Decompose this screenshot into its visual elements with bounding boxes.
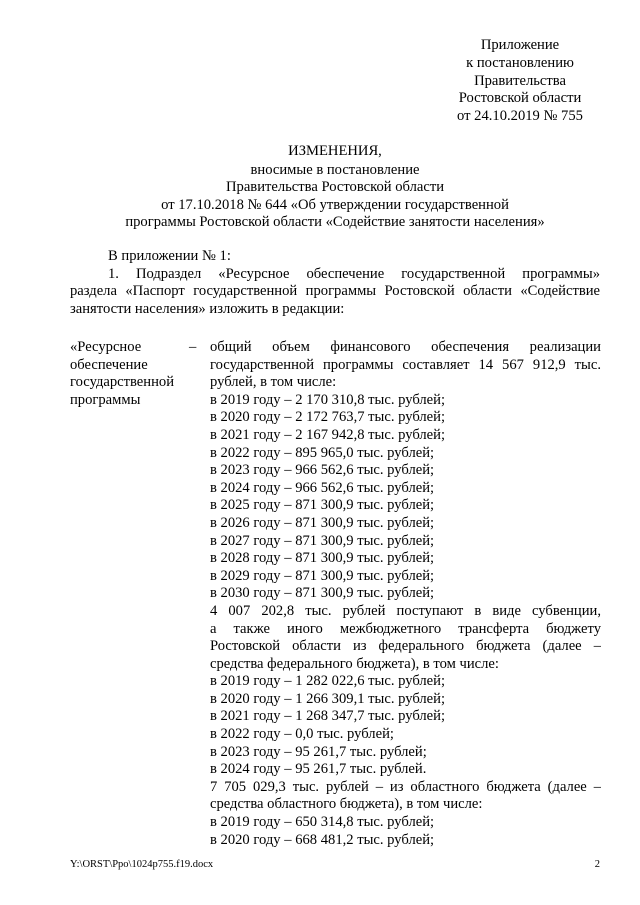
passport-content-line: 7 705 029,3 тыс. рублей – из областного бюджета (далее – bbox=[210, 778, 601, 795]
title-heading: ИЗМЕНЕНИЯ, bbox=[288, 143, 382, 159]
title-line: от 17.10.2018 № 644 «Об утверждении государственной bbox=[161, 196, 509, 213]
passport-content-line: в 2023 году – 966 562,6 тыс. рублей; bbox=[210, 462, 435, 479]
title-line: программы Ростовской области «Содействие занятости населения» bbox=[125, 214, 545, 231]
passport-label-line: «Ресурсное bbox=[70, 339, 142, 355]
passport-content-line: в 2028 году – 871 300,9 тыс. рублей; bbox=[210, 550, 435, 567]
passport-content-line: Ростовской области из федерального бюджета (далее – bbox=[210, 638, 601, 655]
appendix-line: Правительства bbox=[474, 72, 566, 89]
passport-label-line: программы bbox=[70, 391, 141, 408]
passport-label bbox=[70, 339, 188, 409]
title-line: вносимые в постановление bbox=[250, 161, 420, 178]
passport-content-line: в 2020 году – 2 172 763,7 тыс. рублей; bbox=[210, 409, 446, 426]
passport-content-line: в 2021 году – 1 268 347,7 тыс. рублей; bbox=[210, 708, 446, 725]
page-footer bbox=[70, 858, 600, 872]
file-path: Y:\ORST\Ppo\1024p755.f19.docx bbox=[70, 859, 214, 870]
passport-content-line: в 2025 году – 871 300,9 тыс. рублей; bbox=[210, 497, 435, 514]
intro-section bbox=[70, 248, 600, 318]
document-title bbox=[70, 143, 600, 232]
passport-content-line: в 2026 году – 871 300,9 тыс. рублей; bbox=[210, 514, 435, 531]
intro-paragraph-1: В приложении № 1: bbox=[108, 248, 231, 264]
intro-paragraph-2-line: 1. Подраздел «Ресурсное обеспечение государственной программы» bbox=[108, 265, 600, 282]
passport-content-line: в 2020 году – 1 266 309,1 тыс. рублей; bbox=[210, 690, 446, 707]
passport-content-line: 4 007 202,8 тыс. рублей поступают в виде субвенции, bbox=[210, 602, 601, 619]
passport-content-line: в 2023 году – 95 261,7 тыс. рублей; bbox=[210, 743, 427, 760]
appendix-line: к постановлению bbox=[466, 54, 574, 71]
passport-content-line: в 2020 году – 668 481,2 тыс. рублей; bbox=[210, 831, 435, 848]
passport-content-line: а также иного межбюджетного трансферта бюджету bbox=[210, 620, 601, 637]
appendix-line: от 24.10.2019 № 755 bbox=[457, 108, 583, 125]
passport-content bbox=[210, 339, 601, 849]
passport-content-line: рублей, в том числе: bbox=[210, 374, 337, 391]
passport-content-line: в 2030 году – 871 300,9 тыс. рублей; bbox=[210, 585, 435, 602]
passport-content-line: в 2024 году – 966 562,6 тыс. рублей; bbox=[210, 479, 435, 496]
intro-paragraph-2-line: занятости населения» изложить в редакции: bbox=[70, 300, 345, 317]
passport-content-line: в 2029 году – 871 300,9 тыс. рублей; bbox=[210, 567, 435, 584]
passport-dash: – bbox=[189, 339, 197, 355]
passport-label-line: государственной bbox=[70, 374, 175, 391]
passport-content-line: в 2027 году – 871 300,9 тыс. рублей; bbox=[210, 532, 435, 549]
passport-content-line: средства федерального бюджета), в том числе: bbox=[210, 655, 499, 672]
passport-content-line: в 2024 году – 95 261,7 тыс. рублей. bbox=[210, 761, 427, 778]
passport-content-line: в 2019 году – 2 170 310,8 тыс. рублей; bbox=[210, 391, 446, 408]
appendix-stamp bbox=[420, 37, 620, 126]
intro-paragraph-2-line: раздела «Паспорт государственной программы Ростовской области «Содействие bbox=[70, 283, 600, 300]
passport-content-line: средства областного бюджета), в том числе: bbox=[210, 796, 483, 813]
passport-content-line: в 2019 году – 650 314,8 тыс. рублей; bbox=[210, 814, 435, 831]
appendix-line: Приложение bbox=[480, 37, 560, 53]
passport-label-line: обеспечение bbox=[70, 356, 148, 373]
passport-content-line: в 2022 году – 0,0 тыс. рублей; bbox=[210, 726, 394, 743]
appendix-line: Ростовской области bbox=[458, 90, 582, 107]
title-line: Правительства Ростовской области bbox=[225, 179, 445, 196]
passport-content-line: в 2022 году – 895 965,0 тыс. рублей; bbox=[210, 444, 435, 461]
passport-content-line: в 2021 году – 2 167 942,8 тыс. рублей; bbox=[210, 426, 446, 443]
page-number: 2 bbox=[594, 859, 600, 870]
passport-content-line: государственной программы составляет 14 567 912,9 тыс. bbox=[210, 356, 601, 373]
passport-content-line: в 2019 году – 1 282 022,6 тыс. рублей; bbox=[210, 673, 446, 690]
passport-content-line: общий объем финансового обеспечения реализации bbox=[210, 339, 601, 355]
